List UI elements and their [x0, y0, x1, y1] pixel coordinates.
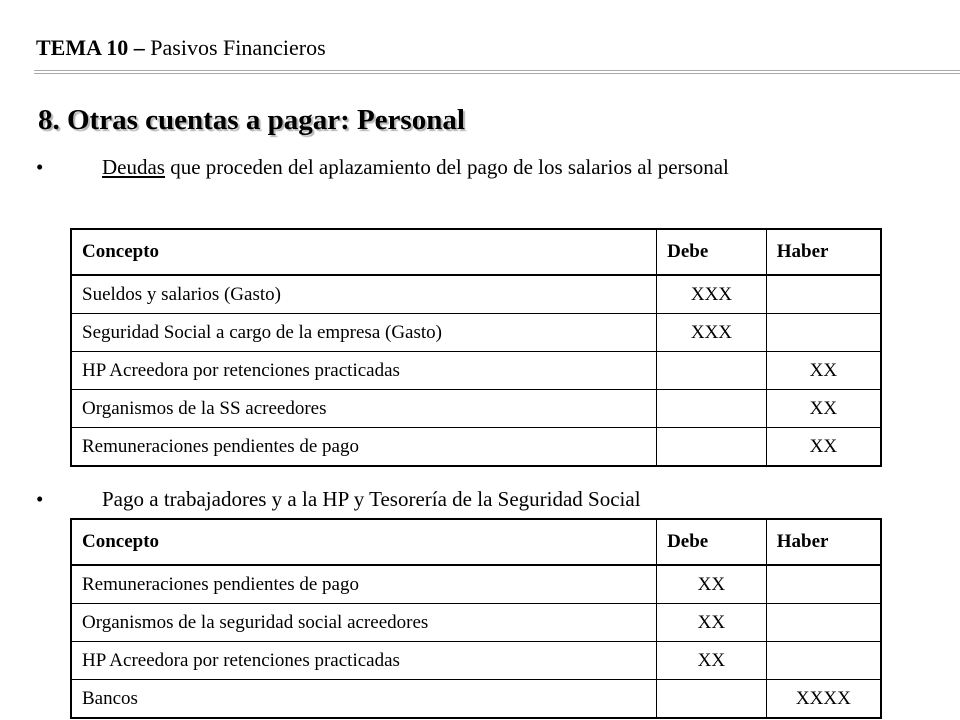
journal-entry-table-accrual [70, 228, 882, 467]
table-header-row [71, 519, 881, 565]
table-row [71, 390, 881, 428]
slide-title: 8. Otras cuentas a pagar: Personal [38, 104, 465, 136]
table-row [71, 352, 881, 390]
cell-haber: XX [766, 428, 881, 467]
cell-debe [657, 390, 767, 428]
cell-concepto: Seguridad Social a cargo de la empresa (Gasto) [71, 314, 657, 352]
cell-debe: XX [657, 604, 767, 642]
journal-entry-table-payment [70, 518, 882, 719]
bullet-dot: • [36, 155, 44, 179]
cell-concepto: HP Acreedora por retenciones practicadas [71, 642, 657, 680]
header-title [36, 34, 326, 62]
table-row [71, 565, 881, 604]
cell-haber [766, 642, 881, 680]
cell-haber: XX [766, 352, 881, 390]
cell-haber [766, 275, 881, 314]
cell-haber [766, 314, 881, 352]
cell-concepto: Sueldos y salarios (Gasto) [71, 275, 657, 314]
cell-debe: XXX [657, 314, 767, 352]
column-header-debe: Debe [657, 519, 767, 565]
column-header-concepto: Concepto [71, 229, 657, 275]
header-topic-number: TEMA 10 – [36, 35, 145, 60]
cell-concepto: Bancos [71, 680, 657, 719]
cell-haber [766, 604, 881, 642]
cell-debe: XXX [657, 275, 767, 314]
table-header-row [71, 229, 881, 275]
table-row [71, 642, 881, 680]
cell-haber [766, 565, 881, 604]
table-row [71, 604, 881, 642]
header-topic-name: Pasivos Financieros [144, 35, 326, 60]
header-divider [34, 70, 960, 74]
bullet-text: Pago a trabajadores y a la HP y Tesorería de la Seguridad Social [102, 487, 641, 511]
cell-haber: XX [766, 390, 881, 428]
cell-debe [657, 428, 767, 467]
column-header-concepto: Concepto [71, 519, 657, 565]
table-row [71, 680, 881, 719]
table-row [71, 428, 881, 467]
cell-concepto: HP Acreedora por retenciones practicadas [71, 352, 657, 390]
table-row [71, 314, 881, 352]
cell-concepto: Organismos de la SS acreedores [71, 390, 657, 428]
cell-concepto: Remuneraciones pendientes de pago [71, 565, 657, 604]
cell-debe: XX [657, 565, 767, 604]
bullet-dot: • [36, 487, 44, 511]
column-header-haber: Haber [766, 519, 881, 565]
table-row [71, 275, 881, 314]
cell-debe: XX [657, 642, 767, 680]
column-header-debe: Debe [657, 229, 767, 275]
cell-debe [657, 352, 767, 390]
cell-concepto: Organismos de la seguridad social acreedores [71, 604, 657, 642]
bullet-text-rest: que proceden del aplazamiento del pago de los salarios al personal [164, 155, 729, 179]
cell-haber: XXXX [766, 680, 881, 719]
column-header-haber: Haber [766, 229, 881, 275]
bullet-text [102, 154, 729, 180]
cell-debe [657, 680, 767, 719]
underlined-term: Deudas [102, 155, 165, 179]
cell-concepto: Remuneraciones pendientes de pago [71, 428, 657, 467]
